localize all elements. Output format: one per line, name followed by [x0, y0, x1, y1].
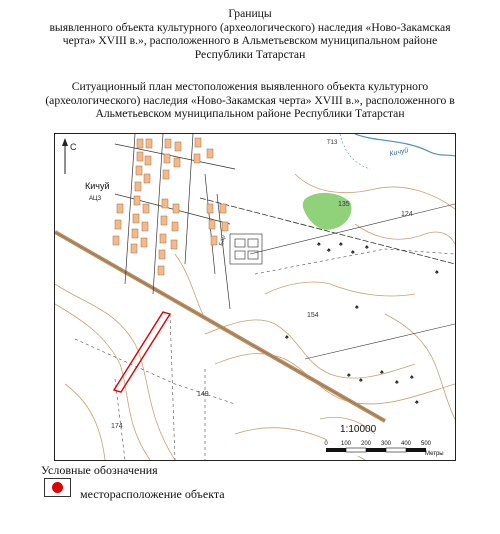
spot-height-149: 149 [197, 391, 209, 398]
situation-map [54, 133, 456, 461]
tree-symbols [285, 241, 439, 406]
red-dot-icon [52, 482, 63, 493]
svg-text:♠: ♠ [285, 334, 289, 341]
north-label: С [70, 142, 77, 152]
spot-height-135: 135 [338, 201, 350, 208]
spot-height-top: T13 [327, 140, 338, 146]
spot-height-154: 154 [307, 312, 319, 319]
road-label: Бар [219, 234, 227, 247]
scale-ratio: 1:10000 [340, 424, 377, 435]
svg-text:♠: ♠ [435, 269, 439, 276]
scale-unit: Метры [425, 451, 444, 457]
scale-tick-label: 300 [380, 441, 392, 447]
scale-bar [324, 424, 447, 457]
svg-text:♠: ♠ [365, 244, 369, 251]
farm-complex [230, 234, 262, 264]
forest-patch [303, 193, 352, 230]
svg-text:♠: ♠ [380, 369, 384, 376]
svg-text:♠: ♠ [410, 374, 414, 381]
title-line-1: Границы [228, 7, 272, 20]
legend-swatch [44, 478, 71, 497]
scale-tick-label: 100 [340, 441, 352, 447]
svg-text:♠: ♠ [339, 241, 343, 248]
subtitle-line-1: Ситуационный план местоположения выявленного объекта культурного [71, 80, 429, 93]
svg-text:♠: ♠ [351, 249, 355, 256]
legend-item-label: месторасположение объекта [80, 487, 225, 501]
scale-tick-label: 500 [420, 441, 432, 447]
scale-tick-label: 200 [360, 441, 372, 447]
subtitle-line-3: Альметьевском муниципальном районе Республики Татарстан [95, 107, 405, 120]
spot-height-174: 174 [111, 423, 123, 430]
svg-text:♠: ♠ [359, 377, 363, 384]
spot-height-124: 124 [401, 211, 413, 218]
title-line-3: черта» XVIII в.», расположенного в Альметьевском муниципальном районе [62, 34, 438, 47]
svg-text:♠: ♠ [395, 379, 399, 386]
stream [340, 134, 370, 169]
map-canvas [55, 134, 455, 460]
north-arrow [62, 138, 68, 174]
village-sub-label: АЦЗ [89, 196, 102, 202]
svg-text:♠: ♠ [347, 372, 351, 379]
object-boundary [114, 312, 170, 392]
svg-text:♠: ♠ [317, 241, 321, 248]
title-line-4: Республики Татарстан [194, 48, 306, 61]
scale-tick-label: 400 [400, 441, 412, 447]
svg-text:♠: ♠ [415, 399, 419, 406]
title-line-2: выявленного объекта культурного (археологического) наследия «Ново-Закамская [49, 21, 451, 34]
contour-lines [55, 174, 455, 460]
village-label: Кичуй [85, 181, 110, 191]
scale-tick-label: 0 [324, 441, 328, 447]
svg-text:♠: ♠ [327, 247, 331, 254]
river-label: Кичуй [388, 147, 410, 158]
svg-text:♠: ♠ [355, 304, 359, 311]
legend-heading: Условные обозначения [41, 463, 158, 477]
subtitle-line-2: (археологического) наследия «Ново-Закамская черта» XVIII в.», расположенного в [45, 94, 455, 107]
